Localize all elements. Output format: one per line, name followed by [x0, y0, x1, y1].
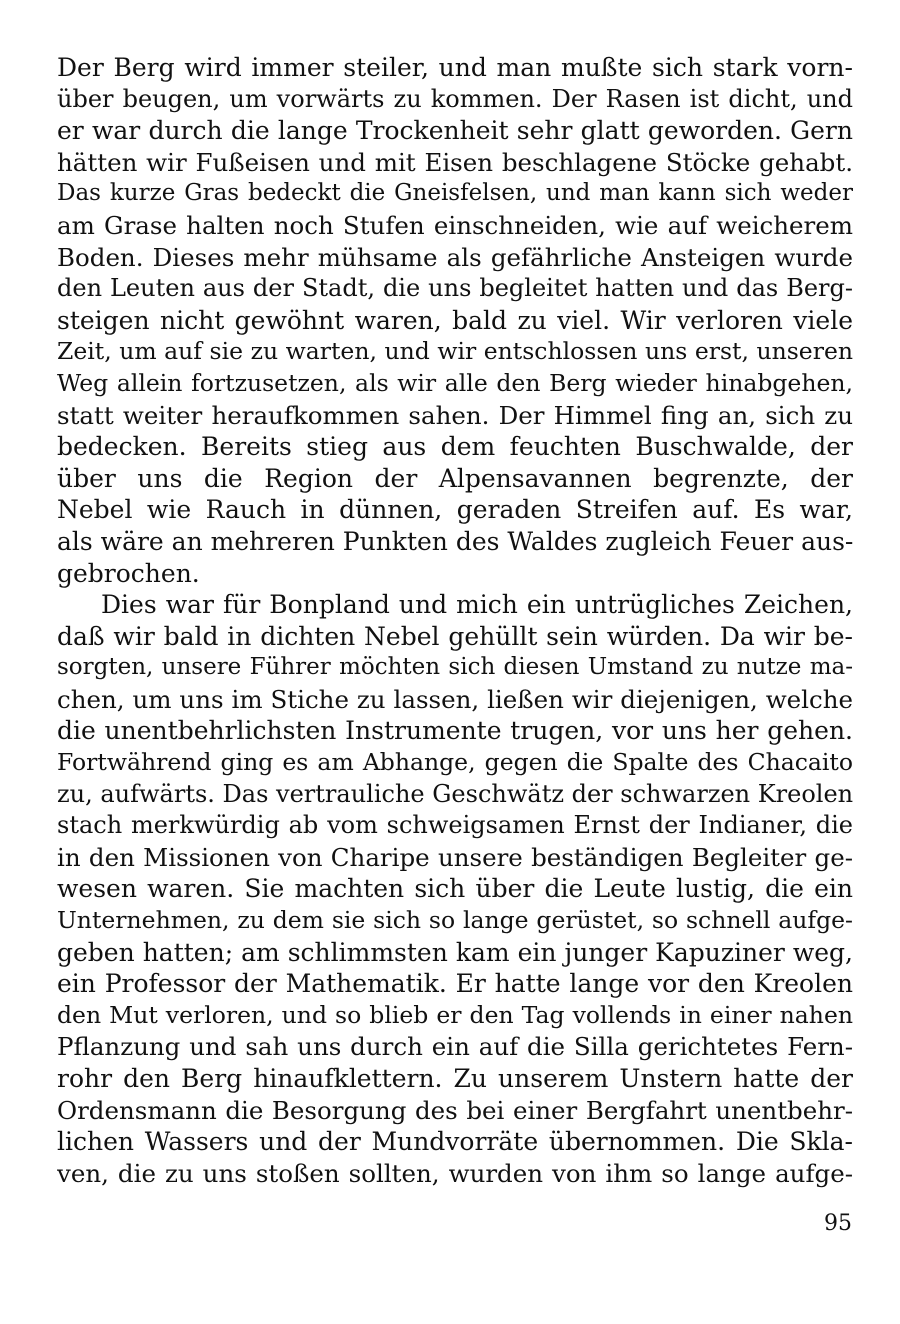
- text-line: Unternehmen, zu dem sie sich so lange gerüstet, so schnell aufge-: [57, 906, 853, 935]
- text-line: über uns die Region der Alpensavannen begrenzte, der: [57, 463, 853, 493]
- text-line: daß wir bald in dichten Nebel gehüllt sein würden. Da wir be-: [57, 621, 853, 651]
- text-line: Der Berg wird immer steiler, und man mußte sich stark vorn-: [57, 53, 853, 82]
- text-line: Ordensmann die Besorgung des bei einer Bergfahrt unentbehr-: [57, 1095, 853, 1125]
- text-line: Weg allein fortzusetzen, als wir alle den Berg wieder hinabgehen,: [57, 368, 853, 397]
- text-line: Boden. Dieses mehr mühsame als gefährliche Ansteigen wurde: [57, 242, 853, 272]
- text-line: am Grase halten noch Stufen einschneiden, wie auf weicherem: [57, 210, 853, 240]
- text-line: statt weiter heraufkommen sahen. Der Himmel fing an, sich zu: [57, 400, 853, 430]
- text-line: ven, die zu uns stoßen sollten, wurden von ihm so lange aufge-: [57, 1158, 853, 1188]
- text-line: Das kurze Gras bedeckt die Gneisfelsen, und man kann sich weder: [57, 180, 853, 207]
- page-number: 95: [824, 1211, 852, 1236]
- text-line: den Leuten aus der Stadt, die uns begleitet hatten und das Berg-: [57, 274, 853, 303]
- body-text: [57, 52, 853, 1189]
- text-line: steigen nicht gewöhnt waren, bald zu viel. Wir verloren viele: [57, 305, 853, 335]
- text-line: bedecken. Bereits stieg aus dem feuchten Buschwalde, der: [57, 432, 853, 462]
- text-line: den Mut verloren, und so blieb er den Tag vollends in einer nahen: [57, 1000, 853, 1029]
- text-line: als wäre an mehreren Punkten des Waldes zugleich Feuer aus-: [57, 526, 853, 556]
- text-line: stach merkwürdig ab vom schweigsamen Ernst der Indianer, die: [57, 811, 853, 840]
- text-line: ein Professor der Mathematik. Er hatte lange vor den Kreolen: [57, 969, 853, 999]
- text-line: Fortwährend ging es am Abhange, gegen die Spalte des Chacaito: [57, 748, 853, 777]
- text-line: die unentbehrlichsten Instrumente trugen, vor uns her gehen.: [57, 716, 853, 746]
- text-line: in den Missionen von Charipe unsere beständigen Begleiter ge-: [57, 842, 853, 872]
- text-line: gebrochen.: [57, 558, 200, 588]
- text-line: hätten wir Fußeisen und mit Eisen beschlagene Stöcke gehabt.: [57, 147, 853, 177]
- text-line: Dies war für Bonpland und mich ein untrügliches Zeichen,: [101, 590, 853, 620]
- text-line: Pflanzung und sah uns durch ein auf die Silla gerichtetes Fern-: [57, 1032, 853, 1062]
- text-line: chen, um uns im Stiche zu lassen, ließen wir diejenigen, welche: [57, 684, 853, 714]
- text-line: Nebel wie Rauch in dünnen, geraden Streifen auf. Es war,: [57, 495, 853, 525]
- text-line: zu, aufwärts. Das vertrauliche Geschwätz der schwarzen Kreolen: [57, 779, 853, 808]
- text-line: er war durch die lange Trockenheit sehr glatt geworden. Gern: [57, 116, 853, 146]
- text-line: Zeit, um auf sie zu warten, und wir entschlossen uns erst, unseren: [57, 337, 853, 366]
- text-line: über beugen, um vorwärts zu kommen. Der Rasen ist dicht, und: [57, 84, 853, 113]
- text-line: rohr den Berg hinaufklettern. Zu unserem Unstern hatte der: [57, 1064, 853, 1093]
- text-line: geben hatten; am schlimmsten kam ein junger Kapuziner weg,: [57, 937, 853, 967]
- text-line: wesen waren. Sie machten sich über die Leute lustig, die ein: [57, 874, 853, 904]
- text-line: lichen Wassers und der Mundvorräte übernommen. Die Skla-: [57, 1127, 853, 1157]
- text-line: sorgten, unsere Führer möchten sich diesen Umstand zu nutze ma-: [57, 654, 853, 681]
